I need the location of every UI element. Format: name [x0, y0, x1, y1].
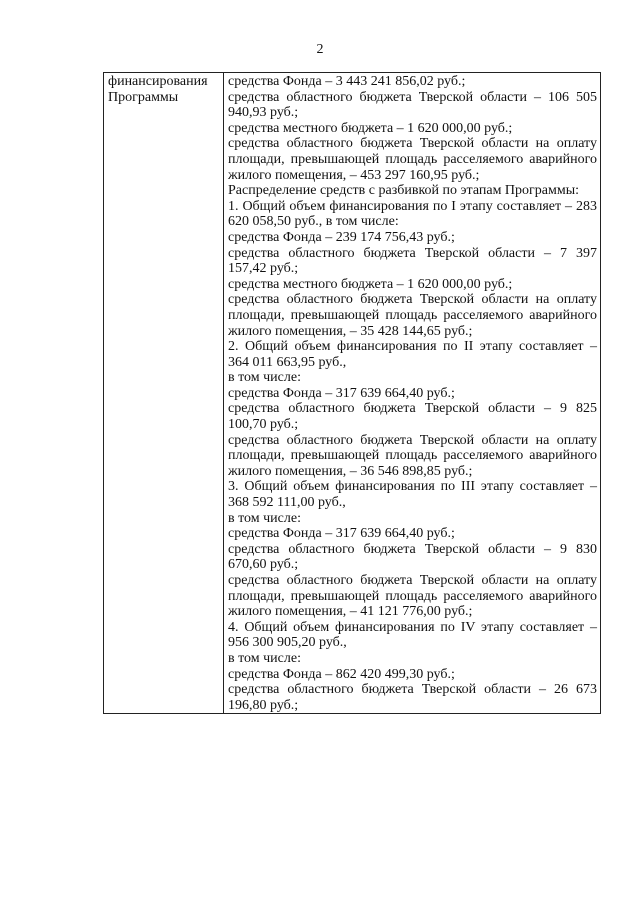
paragraph: средства местного бюджета – 1 620 000,00 руб.;: [228, 120, 513, 136]
paragraph: 3. Общий объем финансирования по III этапу составляет – 368 592 111,00 руб.,: [228, 479, 597, 511]
paragraph: средства Фонда – 317 639 664,40 руб.;: [228, 526, 455, 542]
paragraph: в том числе:: [228, 370, 301, 386]
paragraph: в том числе:: [228, 650, 301, 666]
row-label-line: финансирования: [108, 74, 208, 89]
paragraph: Распределение средств с разбивкой по этапам Программы:: [228, 183, 580, 199]
paragraph: средства областного бюджета Тверской области на оплату площади, превышающей площадь расселяемого аварийного жилого помещения, – 41 121 776,00 руб.;: [228, 573, 597, 620]
paragraph: средства областного бюджета Тверской области – 9 830 670,60 руб.;: [228, 541, 597, 573]
paragraph: средства областного бюджета Тверской области на оплату площади, превышающей площадь расселяемого аварийного жилого помещения, – 35 428 144,65 руб.;: [228, 292, 597, 339]
paragraph: средства областного бюджета Тверской области – 106 505 940,93 руб.;: [228, 89, 597, 121]
paragraph: средства Фонда – 3 443 241 856,02 руб.;: [228, 74, 466, 89]
paragraph: средства областного бюджета Тверской области на оплату площади, превышающей площадь расселяемого аварийного жилого помещения, – 453 297 160,95 руб.;: [228, 136, 597, 183]
paragraph: средства местного бюджета – 1 620 000,00 руб.;: [228, 276, 513, 292]
paragraph: средства областного бюджета Тверской области – 26 673 196,80 руб.;: [228, 682, 597, 713]
paragraph: 4. Общий объем финансирования по IV этапу составляет – 956 300 905,20 руб.,: [228, 619, 597, 651]
page-number: 2: [316, 42, 324, 57]
paragraph: средства областного бюджета Тверской области – 9 825 100,70 руб.;: [228, 401, 597, 433]
paragraph: 2. Общий объем финансирования по II этапу составляет – 364 011 663,95 руб.,: [228, 339, 597, 370]
row-label-line: Программы: [108, 89, 179, 105]
row-content-cell: [224, 73, 601, 714]
paragraph: средства областного бюджета Тверской области на оплату площади, превышающей площадь расселяемого аварийного жилого помещения, – 36 546 898,85 руб.;: [228, 432, 597, 479]
paragraph: средства Фонда – 862 420 499,30 руб.;: [228, 666, 455, 682]
paragraph: в том числе:: [228, 510, 301, 526]
paragraph: 1. Общий объем финансирования по I этапу составляет – 283 620 058,50 руб., в том числе:: [228, 198, 597, 230]
row-label-cell: [104, 73, 224, 714]
table-row: [104, 73, 601, 714]
paragraph: средства областного бюджета Тверской области – 7 397 157,42 руб.;: [228, 245, 597, 277]
paragraph: средства Фонда – 239 174 756,43 руб.;: [228, 229, 455, 245]
paragraph: средства Фонда – 317 639 664,40 руб.;: [228, 385, 455, 401]
financing-table: [103, 72, 601, 714]
